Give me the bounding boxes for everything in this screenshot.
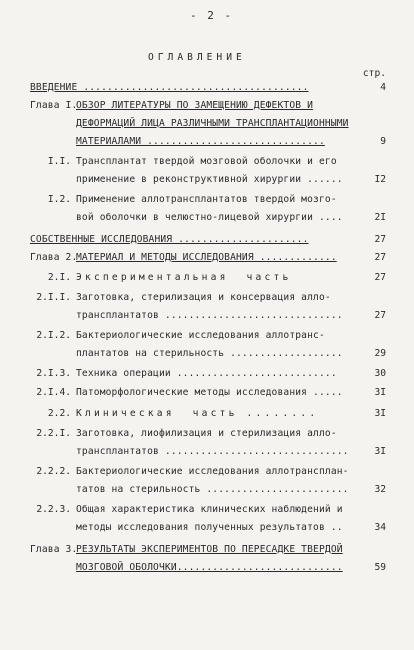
toc-chapter-number: Глава 2.: [30, 252, 78, 263]
toc-section-number: 2.2.: [47, 408, 71, 419]
toc-entry-page: 2I: [374, 212, 386, 223]
toc-entry-text: Экспериментальная часть: [76, 272, 292, 283]
toc-section-number: 2.I.2.: [36, 330, 71, 341]
toc-entry-text: ВВЕДЕНИЕ ......................................: [30, 82, 309, 93]
toc-entry-text: Бактериологические исследования аллотранс-: [76, 330, 325, 341]
toc-entry-text: Общая характеристика клинических наблюдений и: [76, 504, 343, 515]
toc-entry-page: 27: [374, 310, 386, 321]
toc-entry-page: 34: [374, 522, 386, 533]
toc-entry-page: 27: [374, 272, 386, 283]
toc-entry-page: 29: [374, 348, 386, 359]
toc-section-number: I.I.: [47, 156, 71, 167]
toc-entry-page: 3I: [374, 387, 386, 398]
toc-entry-page: 27: [374, 252, 386, 263]
toc-entry-text: татов на стерильность ........................: [76, 484, 349, 495]
toc-entry-page: 3I: [374, 408, 386, 419]
toc-entry-page: 27: [374, 234, 386, 245]
toc-entry-page: 32: [374, 484, 386, 495]
toc-entry-text: ДЕФОРМАЦИЙ ЛИЦА РАЗЛИЧНЫМИ ТРАНСПЛАНТАЦИОННЫМИ: [76, 118, 349, 129]
toc-entry-text: ОБЗОР ЛИТЕРАТУРЫ ПО ЗАМЕЩЕНИЮ ДЕФЕКТОВ И: [76, 100, 314, 111]
toc-entry-page: 9: [380, 136, 386, 147]
toc-section-number: 2.2.I.: [36, 428, 71, 439]
toc-entry-page: 59: [374, 562, 386, 573]
toc-entry-text: плантатов на стерильность ...................: [76, 348, 343, 359]
toc-entry-text: Применение аллотрансплантатов твердой мозго-: [76, 194, 337, 205]
toc-section-number: 2.2.2.: [36, 466, 71, 477]
toc-entry-text: Техника операции ...........................: [76, 368, 337, 379]
toc-entry-text: методы исследования полученных результатов ..: [76, 522, 343, 533]
toc-entry-text: Патоморфологические методы исследования .....: [76, 387, 343, 398]
toc-chapter-number: Глава 3.: [30, 544, 78, 555]
toc-section-number: I.2.: [47, 194, 71, 205]
toc-entry-page: 30: [374, 368, 386, 379]
toc-section-number: 2.I.: [47, 272, 71, 283]
toc-entry-text: вой оболочки в челюстно-лицевой хирургии ....: [76, 212, 343, 223]
toc-entry-text: МОЗГОВОЙ ОБОЛОЧКИ............................: [76, 562, 343, 573]
toc-entry-page: 4: [380, 82, 386, 93]
toc-entry-text: Заготовка, лиофилизация и стерилизация алло-: [76, 428, 337, 439]
toc-title: ОГЛАВЛЕНИЕ: [148, 52, 246, 63]
toc-chapter-number: Глава I.: [30, 100, 78, 111]
toc-section-number: 2.I.3.: [36, 368, 71, 379]
toc-section-number: 2.2.3.: [36, 504, 71, 515]
toc-entry-text: МАТЕРИАЛАМИ ..............................: [76, 136, 325, 147]
toc-entry-text: РЕЗУЛЬТАТЫ ЭКСПЕРИМЕНТОВ ПО ПЕРЕСАДКЕ ТВЕРДОЙ: [76, 544, 343, 555]
page-number: - 2 -: [190, 9, 234, 22]
toc-entry-page: 3I: [374, 446, 386, 457]
toc-section-number: 2.I.4.: [36, 387, 71, 398]
toc-entry-text: СОБСТВЕННЫЕ ИССЛЕДОВАНИЯ ......................: [30, 234, 309, 245]
toc-entry-text: Трансплантат твердой мозговой оболочки и его: [76, 156, 337, 167]
toc-entry-text: Заготовка, стерилизация и консервация алло-: [76, 292, 331, 303]
toc-entry-text: МАТЕРИАЛ И МЕТОДЫ ИССЛЕДОВАНИЯ .............: [76, 252, 337, 263]
toc-entry-text: трансплантатов ...............................: [76, 446, 349, 457]
toc-section-number: 2.I.I.: [36, 292, 71, 303]
toc-entry-page: I2: [374, 174, 386, 185]
toc-entry-text: Бактериологические исследования аллотрансплан-: [76, 466, 349, 477]
page-column-label: стр.: [362, 68, 386, 79]
toc-entry-text: Клиническая часть ........: [76, 408, 319, 419]
toc-entry-text: применение в реконструктивной хирургии ......: [76, 174, 343, 185]
toc-entry-text: трансплантатов ..............................: [76, 310, 343, 321]
